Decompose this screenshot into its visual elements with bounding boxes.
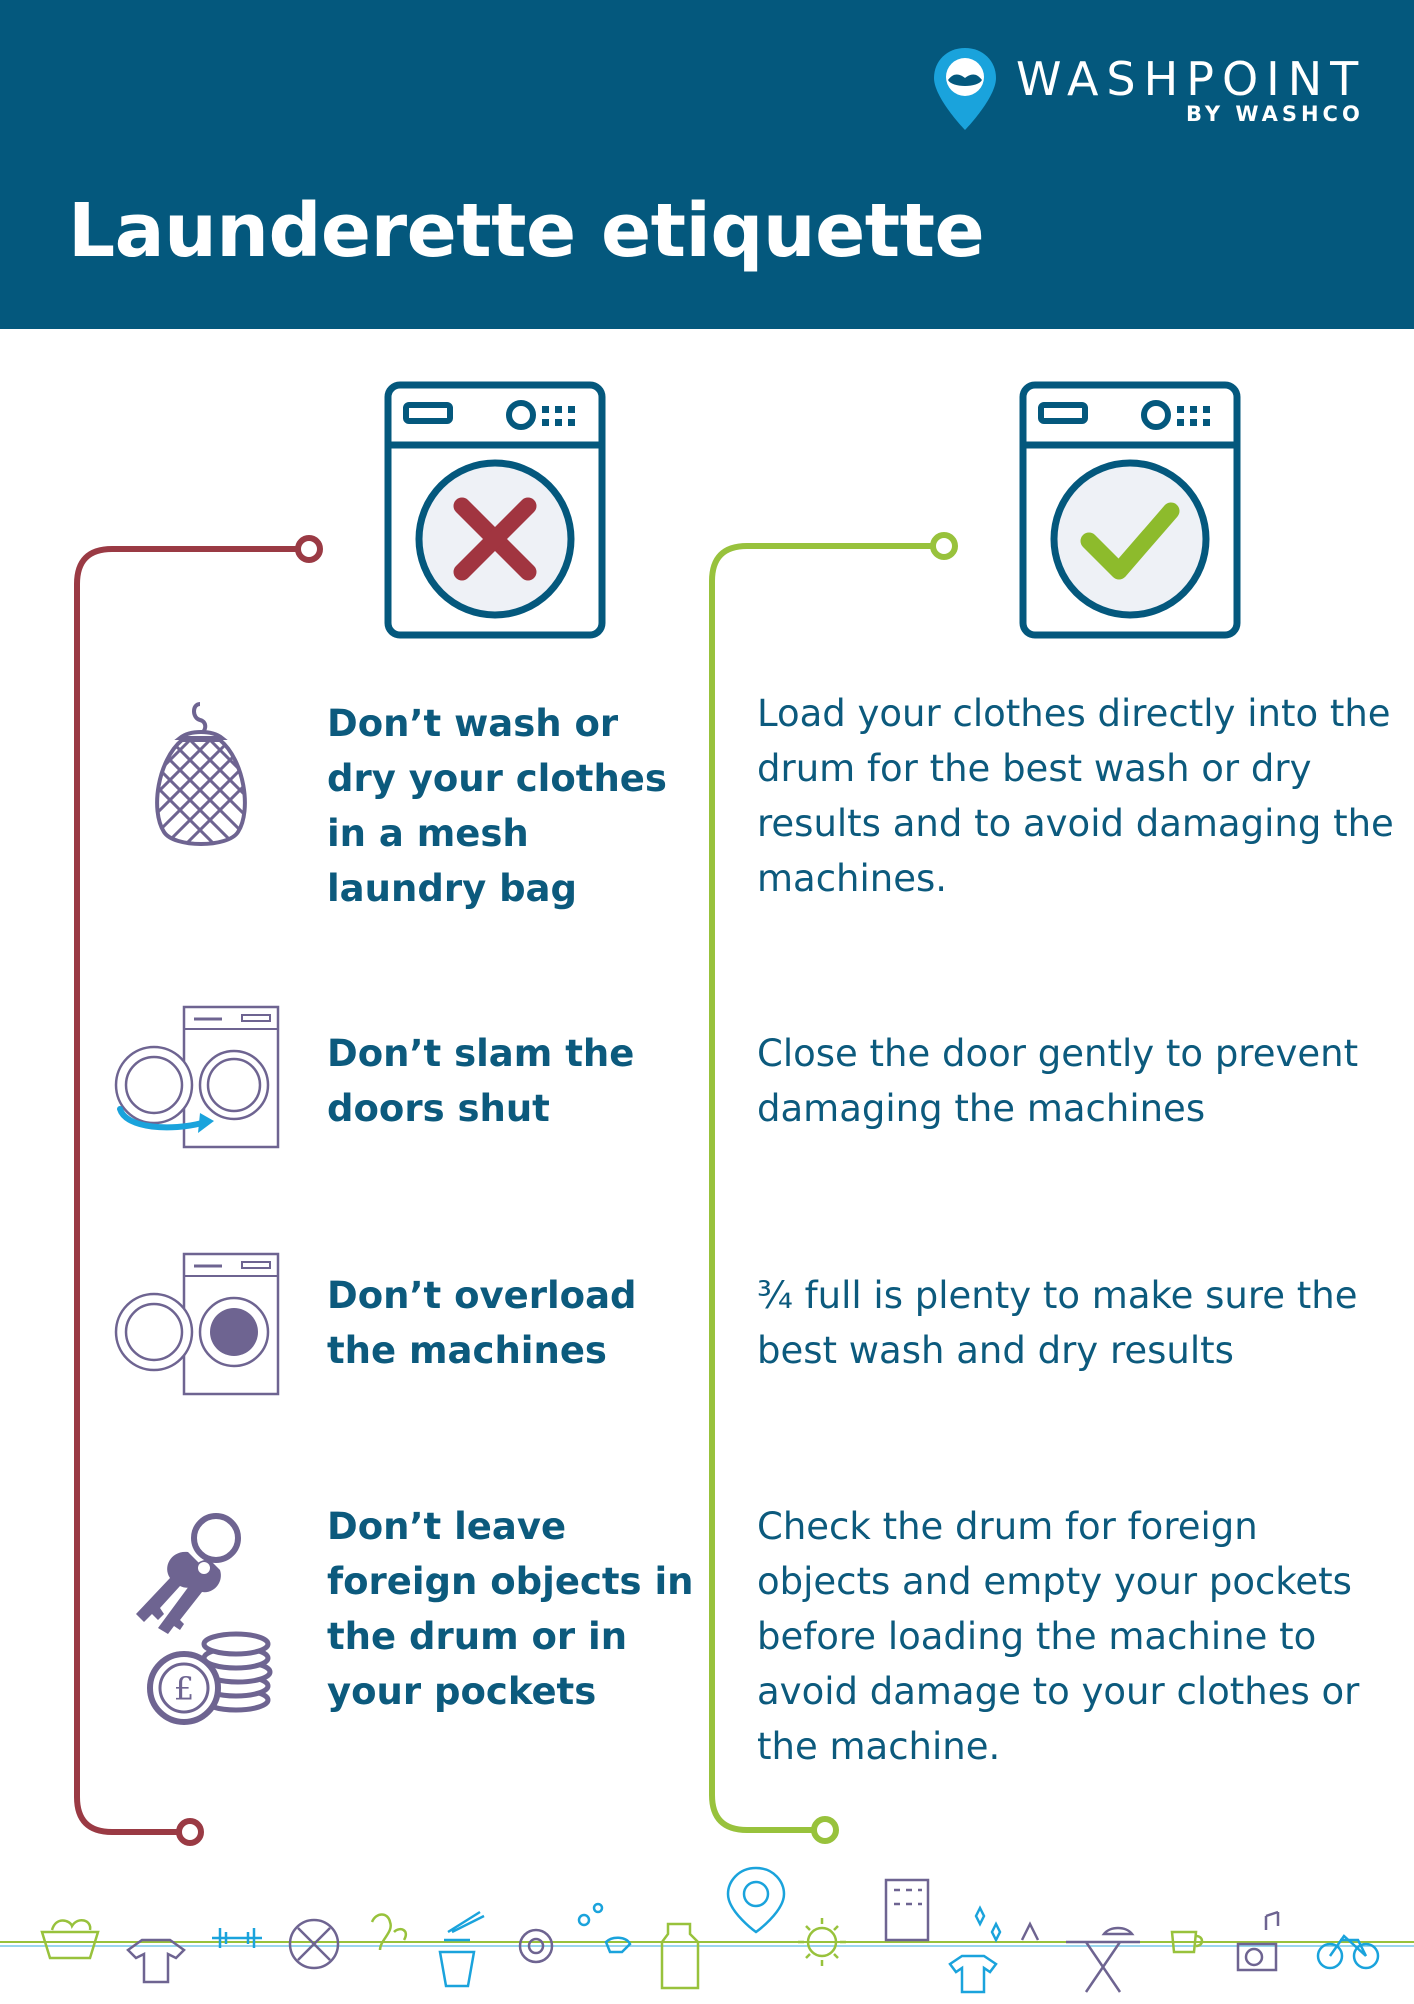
do-text-3: ¾ full is plenty to make sure the best wash and dry results [757, 1274, 1358, 1372]
sparkle-icon [976, 1908, 1000, 1940]
slam-door-icon [112, 1005, 282, 1155]
footer-illustration [0, 1860, 1414, 2000]
dont-line-end-dot [179, 1821, 201, 1843]
ironing-board-icon [1066, 1928, 1140, 1992]
music-note-icon [1266, 1912, 1278, 1930]
dont-line-start-dot [298, 538, 320, 560]
do-text-2: Close the door gently to prevent damaging the machines [757, 1032, 1359, 1130]
keys-coins-icon [128, 1510, 278, 1734]
dont-text-4: Don’t leave foreign objects in the drum or in your pockets [327, 1505, 694, 1713]
mesh-bag-icon [150, 700, 254, 864]
detergent-icon [662, 1924, 698, 1988]
washing-machine-cross-icon [384, 381, 606, 643]
do-line-start-dot [933, 535, 955, 557]
do-line-end-dot [814, 1819, 836, 1841]
svg-text:£: £ [173, 1670, 195, 1708]
record-player-icon [1238, 1944, 1276, 1970]
brand-name: WASHPOINT [1016, 52, 1367, 106]
dont-text-2: Don’t slam the doors shut [327, 1032, 635, 1130]
do-text-1: Load your clothes directly into the drum for the best wash or dry results and to avoid damaging the machines. [757, 692, 1394, 900]
dont-text-3: Don’t overload the machines [327, 1274, 637, 1372]
footer-icons [0, 1860, 1414, 2000]
basket-icon [42, 1932, 98, 1958]
washing-machine-check-icon [1019, 381, 1241, 643]
noodles-icon [440, 1912, 484, 1986]
clean-shirt-icon [950, 1956, 996, 1992]
flowers-icon [372, 1915, 406, 1951]
dont-text-1: Don’t wash or dry your clothes in a mesh laundry bag [327, 702, 667, 910]
do-text-4: Check the drum for foreign objects and empty your pockets before loading the machine to avoid damage to your clothes or the machine. [757, 1505, 1360, 1768]
brand-subtitle: BY WASHCO [1186, 102, 1364, 126]
page-title: Launderette etiquette [68, 188, 985, 274]
bubbles-icon [579, 1915, 589, 1925]
dumbbell-icon [212, 1928, 262, 1948]
overload-icon [112, 1252, 282, 1402]
location-icon [728, 1868, 784, 1932]
peg-icon [1022, 1924, 1038, 1940]
